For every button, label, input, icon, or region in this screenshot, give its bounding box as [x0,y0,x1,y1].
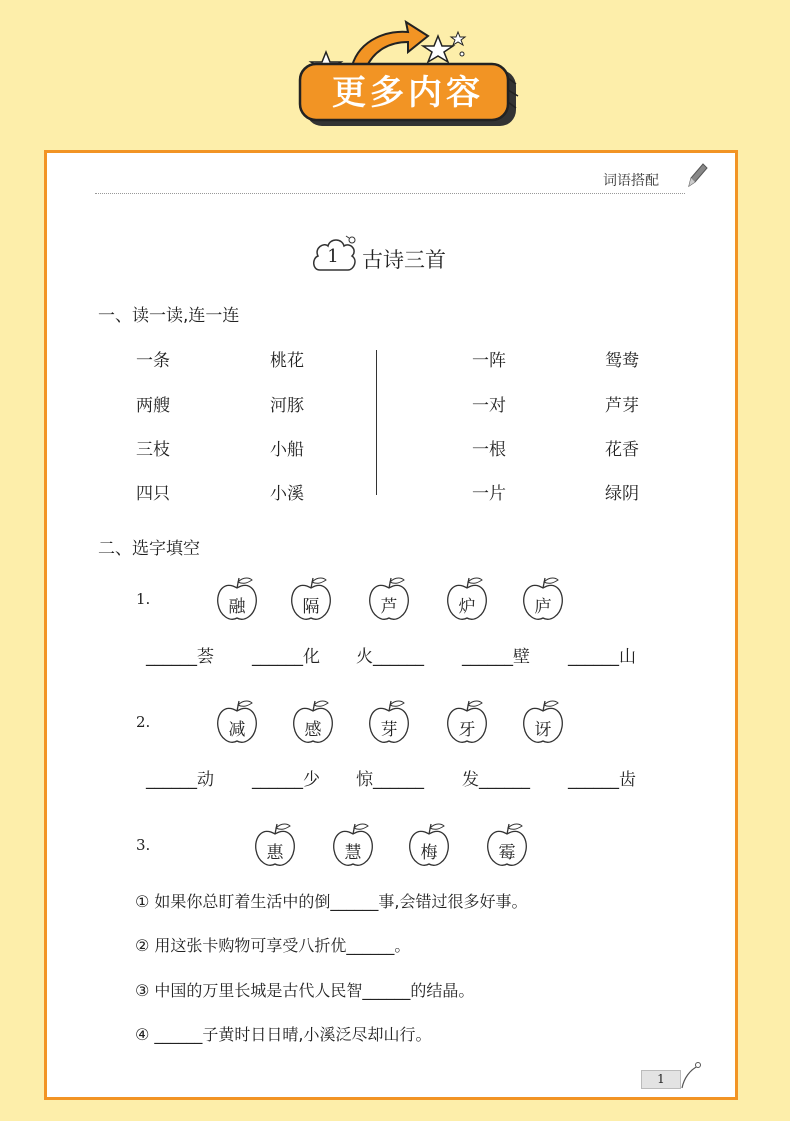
question-number: 3. [136,836,151,854]
page-number: 1 [641,1070,681,1089]
header-label: 词语搭配 [603,173,659,189]
star-icon [423,36,453,62]
fill-blank[interactable]: ______少 [252,770,320,790]
lesson-title: 古诗三首 [362,248,446,272]
fill-sentence[interactable]: ④ ______子黄时日日晴,小溪泛尽却山行。 [135,1025,432,1044]
fill-blank[interactable]: ______壁 [462,647,530,667]
word: 花香 [605,440,639,460]
fill-blank[interactable]: ______齿 [568,770,636,790]
word: 鸳鸯 [605,351,639,371]
word: 四只 [136,484,170,504]
fill-sentence[interactable]: ③ 中国的万里长城是古代人民智______的结晶。 [135,981,475,1000]
word: 小溪 [270,484,304,504]
fill-blank[interactable]: ______山 [568,647,636,667]
apple-option: 减 [214,697,260,747]
question-number: 1. [136,590,151,608]
word: 绿阴 [605,484,639,504]
worksheet-page [44,150,738,1100]
word: 一根 [472,440,506,460]
fill-blank[interactable]: 发______ [462,770,530,790]
header-divider [95,193,685,194]
fill-blank[interactable]: ______化 [252,647,320,667]
word: 一对 [472,396,506,416]
apple-option: 讶 [520,697,566,747]
apple-option: 牙 [444,697,490,747]
apple-option: 融 [214,574,260,624]
arrow-icon [352,22,428,68]
fill-blank[interactable]: ______动 [146,770,214,790]
question-number: 2. [136,713,151,731]
star-icon [451,32,465,45]
fill-blank[interactable]: 惊______ [356,770,424,790]
word: 桃花 [270,351,304,371]
word: 三枝 [136,440,170,460]
word: 小船 [270,440,304,460]
word: 一阵 [472,351,506,371]
apple-option: 芦 [366,574,412,624]
banner-title: 更多内容 [332,73,484,113]
apple-option: 感 [290,697,336,747]
pencil-icon [683,160,709,190]
fill-sentence[interactable]: ① 如果你总盯着生活中的倒______事,会错过很多好事。 [135,892,528,911]
word: 芦芽 [605,396,639,416]
word: 一片 [472,484,506,504]
apple-option: 芽 [366,697,412,747]
page-flourish-icon [678,1060,702,1090]
word: 两艘 [136,396,170,416]
lesson-number: 1 [327,246,339,267]
column-divider [376,350,377,495]
apple-option: 炉 [444,574,490,624]
fill-blank[interactable]: ______荟 [146,647,214,667]
apple-option: 慧 [330,820,376,870]
section2-title: 二、选字填空 [98,539,200,559]
apple-option: 梅 [406,820,452,870]
fill-sentence[interactable]: ② 用这张卡购物可享受八折优______。 [135,936,411,955]
section1-title: 一、读一读,连一连 [98,306,240,326]
fill-blank[interactable]: 火______ [356,647,424,667]
apple-option: 庐 [520,574,566,624]
word: 河豚 [270,396,304,416]
apple-option: 惠 [252,820,298,870]
apple-option: 霉 [484,820,530,870]
apple-option: 隔 [288,574,334,624]
word: 一条 [136,351,170,371]
